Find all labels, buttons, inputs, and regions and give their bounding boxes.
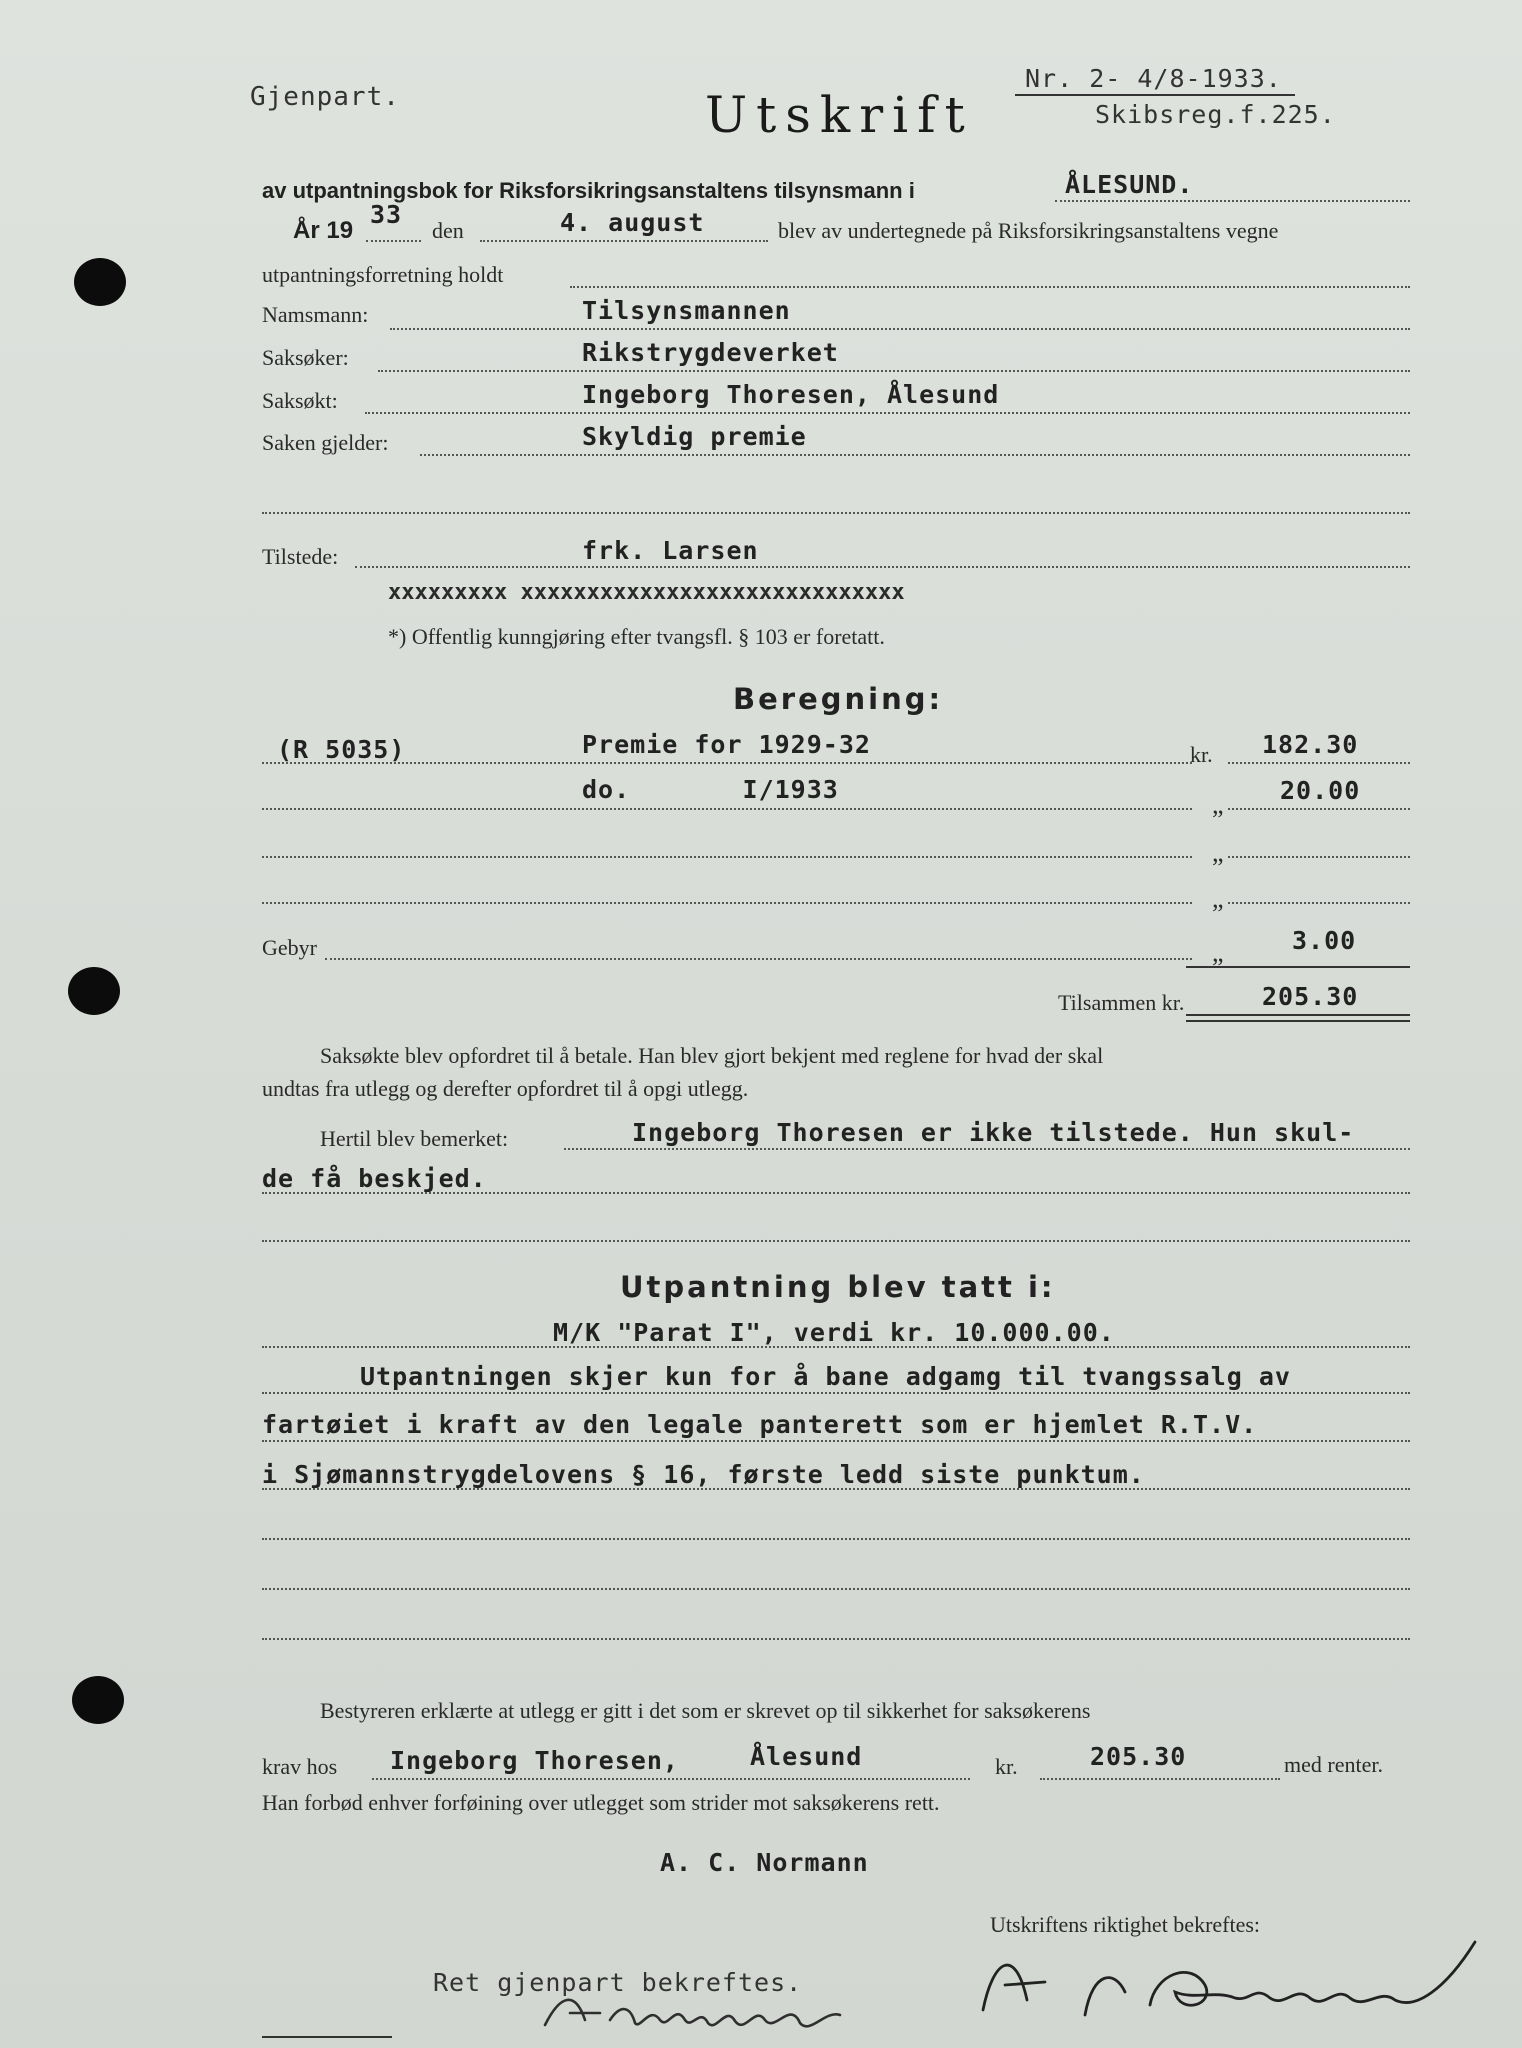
certified-label: Utskriftens riktighet bekreftes: xyxy=(990,1912,1261,1937)
remark-line2: de få beskjed. xyxy=(262,1164,487,1193)
calc-row4-line xyxy=(262,902,1192,904)
total-amount: 205.30 xyxy=(1262,982,1359,1011)
saksoker-line xyxy=(378,370,1410,372)
saksoker-value: Rikstrygdeverket xyxy=(582,338,839,367)
paragraph1-line2: undtas fra utlegg og derefter opfordret til å opgi utlegg. xyxy=(262,1076,749,1101)
calc-ditto-1: „ xyxy=(1212,790,1224,819)
saksokt-label: Saksøkt: xyxy=(262,388,338,413)
date-line xyxy=(480,240,768,242)
proceeding-line xyxy=(570,286,1410,288)
copy-mark: Gjenpart. xyxy=(250,82,400,112)
fee-amount: 3.00 xyxy=(1292,926,1357,955)
punch-hole-middle xyxy=(68,967,120,1015)
seizure-line4-rule xyxy=(262,1488,1410,1490)
calc-ref: (R 5035) xyxy=(277,735,406,764)
closing-line1: Bestyreren erklærte at utlegg er gitt i det som er skrevet op til sikkerhet for saksøkerens xyxy=(320,1698,1091,1723)
closing-line3: Han forbød enhver forføining over utlegget som strider mot saksøkerens rett. xyxy=(262,1790,940,1815)
paragraph1-line1: Saksøkte blev opfordret til å betale. Han blev gjort bekjent med reglene for hvad der skal xyxy=(320,1043,1104,1068)
intro-place-line xyxy=(1055,200,1410,202)
year-line xyxy=(366,240,421,242)
tilstede-line xyxy=(355,566,1410,568)
total-underline-1 xyxy=(1186,1014,1410,1016)
proceeding-label: utpantningsforretning holdt xyxy=(262,262,504,287)
closing-amount: 205.30 xyxy=(1090,1742,1187,1771)
fee-line xyxy=(325,958,1192,960)
calc-row1-text: Premie for 1929-32 xyxy=(582,730,871,759)
punch-hole-bottom xyxy=(72,1676,124,1724)
calc-row2-text: do. I/1933 xyxy=(582,775,839,804)
calc-row1-amount-line xyxy=(1228,762,1410,764)
seizure-line1: M/K "Parat I", verdi kr. 10.000.00. xyxy=(553,1318,1115,1347)
seizure-line2-rule xyxy=(262,1392,1410,1394)
date-value: 4. august xyxy=(560,208,705,237)
calc-row4-amount-line xyxy=(1228,902,1410,904)
seizure-heading: Utpantning blev tatt i: xyxy=(620,1270,1056,1304)
calc-row3-line xyxy=(262,856,1192,858)
calc-row1-amount: 182.30 xyxy=(1262,730,1359,759)
debtor-line xyxy=(372,1778,970,1780)
punch-hole-top xyxy=(74,258,126,306)
date-line-rest: blev av undertegnede på Riksforsikringsanstaltens vegne xyxy=(778,218,1279,243)
den-label: den xyxy=(432,218,464,243)
seizure-line3: fartøiet i kraft av den legale panterett som er hjemlet R.T.V. xyxy=(262,1410,1258,1439)
calc-kr-label: kr. xyxy=(1190,742,1213,767)
seizure-line2: Utpantningen skjer kun for å bane adgamg til tvangssalg av xyxy=(360,1362,1291,1391)
seizure-line5-rule xyxy=(262,1538,1410,1540)
saken-value: Skyldig premie xyxy=(582,422,807,451)
calc-ditto-3: „ xyxy=(1212,884,1224,913)
remark-line2-rule xyxy=(262,1192,1410,1194)
remark-line1-rule xyxy=(564,1148,1410,1150)
copy-certified-rule xyxy=(262,2036,392,2038)
calc-ditto-4: „ xyxy=(1212,938,1224,967)
namsmann-label: Namsmann: xyxy=(262,302,369,327)
closing-amount-line xyxy=(1040,1778,1280,1780)
handwritten-signature-normann xyxy=(975,1930,1495,2040)
saksoker-label: Saksøker: xyxy=(262,345,349,370)
tilstede-value: frk. Larsen xyxy=(582,536,759,565)
seizure-line4: i Sjømannstrygdelovens § 16, første ledd siste punktum. xyxy=(262,1460,1145,1489)
namsmann-line xyxy=(390,328,1410,330)
calc-row1-line xyxy=(262,762,1192,764)
calc-row2-amount-line xyxy=(1228,808,1410,810)
closing-kr-label: kr. xyxy=(995,1754,1018,1779)
fee-underline xyxy=(1186,966,1410,968)
document-number: Nr. 2- 4/8-1933. xyxy=(1025,64,1282,93)
ship-register: Skibsreg.f.225. xyxy=(1095,100,1336,129)
fee-label: Gebyr xyxy=(262,935,317,960)
saken-line xyxy=(420,454,1410,456)
number-underline xyxy=(1015,94,1295,96)
saksokt-line xyxy=(365,412,1410,414)
total-underline-2 xyxy=(1186,1020,1410,1022)
saken-label: Saken gjelder: xyxy=(262,430,389,455)
debtor-place: Ålesund xyxy=(750,1742,863,1771)
namsmann-value: Tilsynsmannen xyxy=(582,296,791,325)
calc-row2-line xyxy=(262,808,1192,810)
calc-row3-amount-line xyxy=(1228,856,1410,858)
total-label: Tilsammen kr. xyxy=(1058,990,1185,1015)
seizure-line6-rule xyxy=(262,1588,1410,1590)
copy-certified: Ret gjenpart bekreftes. xyxy=(433,1968,803,1997)
calc-heading: Beregning: xyxy=(733,682,944,716)
calc-ditto-2: „ xyxy=(1212,838,1224,867)
saken-line-2 xyxy=(262,512,1410,514)
remark-label: Hertil blev bemerket: xyxy=(320,1126,509,1151)
typed-signature: A. C. Normann xyxy=(660,1848,869,1877)
seizure-line1-rule xyxy=(262,1346,1410,1348)
tilstede-label: Tilstede: xyxy=(262,544,339,569)
year-prefix: År 19 xyxy=(293,217,354,244)
saksokt-value: Ingeborg Thoresen, Ålesund xyxy=(582,380,1000,409)
footnote-line: *) Offentlig kunngjøring efter tvangsfl. § 103 er foretatt. xyxy=(388,624,885,649)
krav-label: krav hos xyxy=(262,1754,338,1779)
handwritten-signature-copy xyxy=(540,1985,860,2045)
remark-line1: Ingeborg Thoresen er ikke tilstede. Hun skul- xyxy=(632,1118,1355,1147)
intro-label: av utpantningsbok for Riksforsikringsanstaltens tilsynsmann i xyxy=(262,178,915,203)
med-renter: med renter. xyxy=(1284,1752,1383,1777)
debtor-name: Ingeborg Thoresen, xyxy=(390,1746,679,1775)
seizure-line7-rule xyxy=(262,1638,1410,1640)
year-suffix: 33 xyxy=(370,200,403,229)
remark-line3-rule xyxy=(262,1240,1410,1242)
seizure-line3-rule xyxy=(262,1440,1410,1442)
intro-place: ÅLESUND. xyxy=(1065,170,1194,199)
document-title: Utskrift xyxy=(705,86,974,144)
calc-row2-amount: 20.00 xyxy=(1280,776,1361,805)
struck-out-line: xxxxxxxxx xxxxxxxxxxxxxxxxxxxxxxxxxxxxx xyxy=(388,580,905,605)
